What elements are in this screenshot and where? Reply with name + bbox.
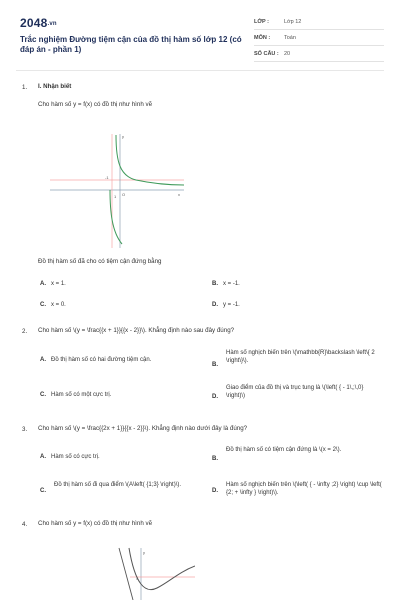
q3-option-b-letter: B. [212,456,218,462]
question-2-number: 2. [22,328,28,335]
graph-label-one: 1 [114,194,117,199]
q3-option-c-text: Đồ thị hàm số đi qua điểm \(A\left( {1;3} \right)\). [54,482,182,488]
q2-option-a-text: Đồ thị hàm số có hai đường tiệm cận. [51,357,152,363]
meta-subject-key: MÔN : [254,35,271,41]
question-4-graph [115,544,195,600]
graph-branch-right [116,135,184,185]
question-1-prompt: Cho hàm số y = f(x) có đồ thị như hình vẽ [38,101,153,108]
question-1-text: Đồ thị hàm số đã cho có tiệm cận đứng bằng [38,258,162,265]
meta-subject-value: Toán [284,35,296,41]
meta-class [254,14,384,30]
question-4-number: 4. [22,521,28,528]
meta-count-key: SỐ CÂU : [254,51,279,57]
q1-option-b-letter: B. [212,281,218,287]
exam-header [16,8,384,62]
graph-label-neg1: -1 [105,175,109,180]
q1-option-b-text: x = -1. [223,281,240,287]
q1-option-a-text: x = 1. [51,281,66,287]
meta-class-value: Lớp 12 [284,19,302,25]
q2-option-c-text: Hàm số có một cực trị. [51,392,112,398]
q1-option-c-letter: C. [40,302,46,308]
question-4-text: Cho hàm số y = f(x) có đồ thị như hình vẽ [38,520,153,527]
question-2-text: Cho hàm số \(y = \frac{{x + 1}}{{x - 2}}\). Khẳng định nào sau đây đúng? [38,327,235,334]
q3-option-d-text: Hàm số nghịch biến trên \(\left( { - \infty ;2} \right) \cup \left( {2; + \infty } \right)\). [226,482,382,496]
header-divider [16,70,384,71]
q2-option-d-letter: D. [212,394,218,400]
meta-class-key: LỚP : [254,19,269,25]
meta-subject [254,30,384,46]
q2-option-c-letter: C. [40,392,46,398]
logo-domain: .vn [47,20,57,27]
meta-count-value: 20 [284,51,291,57]
q1-option-b[interactable] [212,280,240,288]
meta-count [254,46,384,62]
q2-option-b-letter: B. [212,362,218,368]
q3-option-d-letter: D. [212,488,218,494]
question-3-text: Cho hàm số \(y = \frac{{2x + 1}}{{x - 2}}\). Khẳng định nào dưới đây là đúng? [38,425,248,432]
q3-option-c-letter: C. [40,488,46,494]
q4-label-four: 4 [136,576,139,581]
site-logo[interactable] [20,16,57,30]
exam-title: Trắc nghiệm Đường tiệm cận của đồ thị hàm số lớp 12 (có đáp án - phần 1) [20,35,242,54]
question-1-number: 1. [22,84,28,91]
q2-option-d-text: Giao điểm của đồ thị và trục tung là \(\left( { - 1\,;\,0} \right)\) [226,385,364,399]
question-1-graph [50,132,184,248]
q3-option-b-text: Đồ thị hàm số có tiệm cận đứng là \(x = 2\). [226,447,342,453]
graph-label-origin: O [122,192,126,197]
graph-label-y: y [122,134,124,139]
q1-option-d-text: y = -1. [223,302,240,308]
question-3-number: 3. [22,426,28,433]
q3-option-a[interactable] [40,453,100,461]
logo-text: 2048 [20,16,48,30]
q2-option-b-text: Hàm số nghịch biến trên \(\mathbb{R}\backslash \left\{ 2 \right\}\). [226,350,375,364]
q4-label-y: y [143,550,145,555]
graph-label-x: x [178,192,180,197]
q1-option-c-text: x = 0. [51,302,66,308]
q3-option-a-letter: A. [40,454,46,460]
q1-option-a-letter: A. [40,281,46,287]
q3-option-a-text: Hàm số có cực trị. [51,454,100,460]
q1-option-c[interactable] [40,301,66,309]
exam-meta [254,14,384,62]
q1-option-d-letter: D. [212,302,218,308]
q2-option-a-letter: A. [40,357,46,363]
q1-option-a[interactable] [40,280,66,288]
q2-option-c[interactable] [40,391,111,399]
section-heading: I. Nhận biết [38,83,72,90]
q1-option-d[interactable] [212,301,240,309]
q4-graph-curve [129,548,195,590]
q2-option-a[interactable] [40,356,151,364]
